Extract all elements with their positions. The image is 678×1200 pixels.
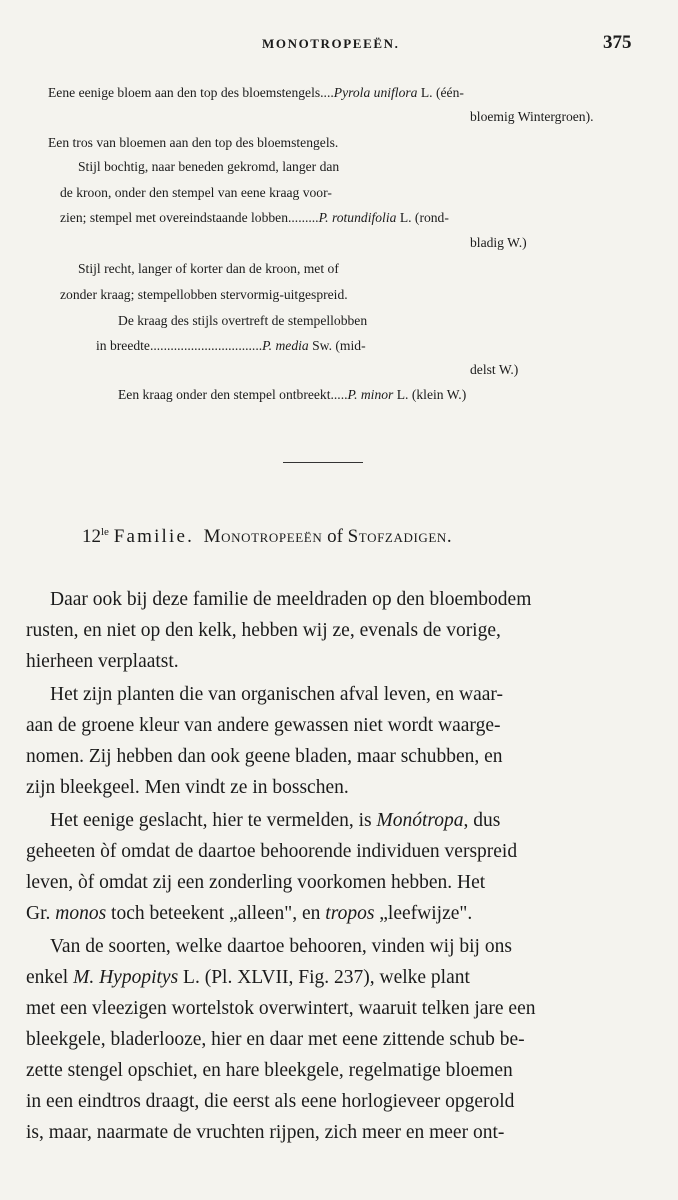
text-line: Van de soorten, welke daartoe behooren, vinden wij bij ons bbox=[50, 936, 512, 957]
key-line: in breedte.................................P. media Sw. (mid- bbox=[96, 338, 366, 353]
text-line: bleekgele, bladerlooze, hier en daar met eene zittende schub be- bbox=[26, 1029, 525, 1050]
family-heading: $12^{le}$ Familie. Monotropeeën of Stofzadigen. bbox=[82, 526, 453, 547]
text-line: enkel M. Hypopitys L. (Pl. XLVII, Fig. 237), welke plant bbox=[26, 967, 470, 988]
text-line: met een vleezigen wortelstok overwintert, waaruit telken jare een bbox=[26, 998, 536, 1019]
text-line: zijn bleekgeel. Men vindt ze in bosschen. bbox=[26, 777, 349, 798]
text-line: aan de groene kleur van andere gewassen niet wordt waarge- bbox=[26, 715, 501, 736]
key-line: Stijl bochtig, naar beneden gekromd, langer dan bbox=[78, 159, 340, 174]
text-line: hierheen verplaatst. bbox=[26, 651, 179, 672]
text-line: Het zijn planten die van organischen afval leven, en waar- bbox=[50, 684, 503, 705]
family-alt-name: Stofzadigen. bbox=[347, 526, 453, 547]
page-number: 375 bbox=[603, 32, 632, 53]
key-line: de kroon, onder den stempel van eene kraag voor- bbox=[60, 185, 332, 200]
key-line: zien; stempel met overeindstaande lobben.........P. rotundifolia L. (rond- bbox=[60, 210, 449, 225]
genus-name: Monótropa bbox=[376, 810, 464, 831]
section-divider bbox=[283, 462, 363, 463]
key-line: bladig W.) bbox=[470, 235, 527, 250]
key-line: zonder kraag; stempellobben stervormig-uitgespreid. bbox=[60, 287, 348, 302]
species-name: P. rotundifolia bbox=[318, 210, 397, 225]
key-line: Eene eenige bloem aan den top des bloemstengels....Pyrola uniflora L. (één- bbox=[48, 85, 464, 100]
family-name: Monotropeeën bbox=[203, 526, 323, 547]
species-name: M. Hypopitys bbox=[73, 967, 179, 988]
species-name: P. minor bbox=[347, 387, 394, 402]
text-line: zette stengel opschiet, en hare bleekgele, regelmatige bloemen bbox=[26, 1060, 513, 1081]
key-line: delst W.) bbox=[470, 362, 519, 377]
key-line: De kraag des stijls overtreft de stempellobben bbox=[118, 313, 368, 328]
text-line: in een eindtros draagt, die eerst als eene horlogieveer opgerold bbox=[26, 1091, 515, 1112]
running-head bbox=[0, 34, 678, 58]
text-line: is, maar, naarmate de vruchten rijpen, zich meer en meer ont- bbox=[26, 1122, 505, 1143]
species-name: Pyrola uniflora bbox=[333, 85, 418, 100]
text-line: Het eenige geslacht, hier te vermelden, is Monótropa, dus bbox=[50, 810, 501, 831]
text-line: leven, òf omdat zij een zonderling voorkomen hebben. Het bbox=[26, 872, 486, 893]
running-head-title: MONOTROPEEËN. bbox=[262, 36, 400, 51]
species-name: P. media bbox=[262, 338, 309, 353]
text-line: Gr. monos toch beteekent „alleen", en tropos „leefwijze". bbox=[26, 903, 473, 924]
text-line: Daar ook bij deze familie de meeldraden op den bloembodem bbox=[50, 589, 532, 610]
key-line: Een tros van bloemen aan den top des bloemstengels. bbox=[48, 135, 339, 150]
key-line: Stijl recht, langer of korter dan de kroon, met of bbox=[78, 261, 339, 276]
key-line: Een kraag onder den stempel ontbreekt.....P. minor L. (klein W.) bbox=[118, 387, 467, 402]
key-line: bloemig Wintergroen). bbox=[470, 109, 594, 124]
text-line: rusten, en niet op den kelk, hebben wij ze, evenals de vorige, bbox=[26, 620, 501, 641]
text-line: nomen. Zij hebben dan ook geene bladen, maar schubben, en bbox=[26, 746, 503, 767]
text-line: geheeten òf omdat de daartoe behoorende individuen verspreid bbox=[26, 841, 518, 862]
